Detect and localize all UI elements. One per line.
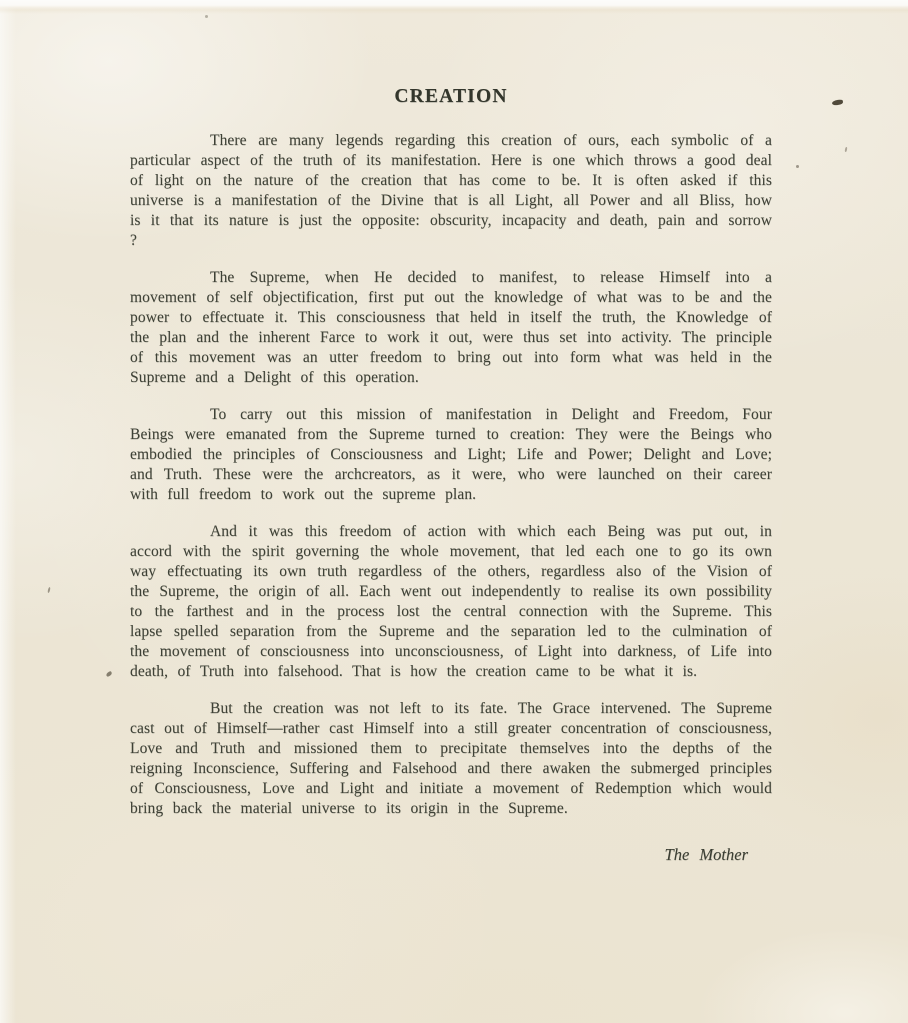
paragraph-legends: There are many legends regarding this creation of ours, each symbolic of a particular aspect of the truth of its manifestation. Here is one which throws a good deal of light on the nature of the creation that has come to be. It is often asked if this universe is a manifestation of the Divine that is all Light, all Power and all Bliss, how is it that its nature is just the opposite: obscurity, incapacity and death, pain and sorrow ? (130, 132, 772, 249)
paragraph-freedom-separation: And it was this freedom of action with which each Being was put out, in accord with the spirit governing the whole movement, that led each one to go its own way effectuating its own truth regardless of the others, regardless also of the Vision of the Supreme, the origin of all. Each went out independently to realise its own possibility to the farthest and in the process lost the central connection with the Supreme. This lapse spelled separation from the Supreme and the separation led to the culmination of the movement of consciousness into unconsciousness, of Light into darkness, of Life into death, of Truth into falsehood. That is how the creation came to be what it is. (130, 523, 772, 680)
page-content (0, 86, 908, 865)
author-signature: The Mother (664, 845, 748, 864)
page-title: CREATION (394, 86, 508, 107)
paragraph-supreme-manifest: The Supreme, when He decided to manifest, to release Himself into a movement of self objectification, first put out the knowledge of what was to be and the power to effectuate it. This consciousness that held in itself the truth, the Knowledge of the plan and the inherent Farce to work it out, were thus set into activity. The principle of this movement was an utter freedom to bring out into form what was held in the Supreme and a Delight of this operation. (130, 269, 772, 386)
ink-speck (796, 165, 799, 168)
paragraph-grace-redemption: But the creation was not left to its fate. The Grace intervened. The Supreme cast out of Himself—rather cast Himself into a still greater concentration of consciousness, Love and Truth and missioned them to precipitate themselves into the depths of the reigning Inconscience, Suffering and Falsehood and there awaken the submerged principles of Consciousness, Love and Light and initiate a movement of Redemption which would bring back the material universe to its origin in the Supreme. (130, 700, 772, 817)
ink-speck (205, 15, 208, 18)
paragraph-four-beings: To carry out this mission of manifestation in Delight and Freedom, Four Beings were emanated from the Supreme turned to creation: They were the Beings who embodied the principles of Consciousness and Light; Life and Power; Delight and Love; and Truth. These were the archcreators, as it were, who were launched on their career with full freedom to work out the supreme plan. (130, 406, 772, 503)
